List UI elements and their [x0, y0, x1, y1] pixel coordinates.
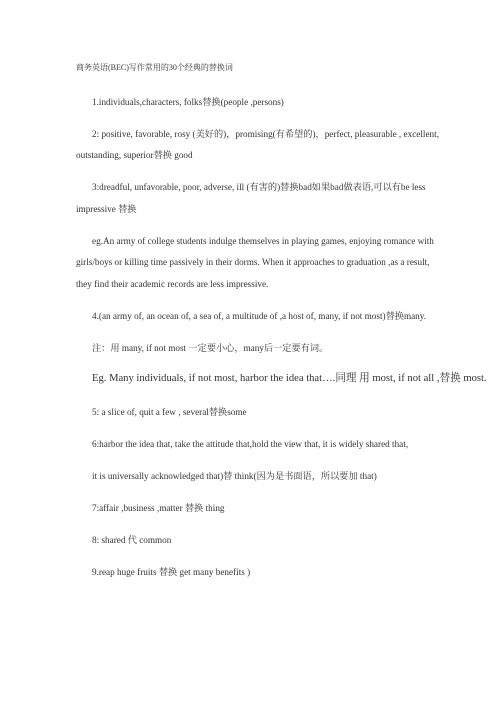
example-line-4: Eg. Many individuals, if not most, harbor the idea that….同理 用 most, if not all ,替换 most. [92, 373, 487, 384]
item-6-line-2: it is universally acknowledged that)替 think(因为是书面语，所以要加 that) [92, 471, 377, 481]
item-6-line-1: 6:harbor the idea that, take the attitude that,hold the view that, it is widely shared that, [92, 439, 409, 449]
item-4: 4.(an army of, an ocean of, a sea of, a multitude of ,a host of, many, if not most)替换many. [92, 311, 427, 321]
item-8: 8: shared 代 common [92, 535, 172, 545]
item-3-line-1: 3:dreadful, unfavorable, poor, adverse, ill (有害的)替换bad如果bad做表语,可以有be less [92, 182, 426, 192]
item-1: 1.individuals,characters, folks替换(people ,persons) [92, 97, 284, 107]
note-line: 注：用 many, if not most 一定要小心，many后一定要有词。 [92, 343, 329, 353]
item-3-line-2: impressive 替换 [76, 204, 137, 214]
example-line-1: eg.An army of college students indulge themselves in playing games, enjoying romance with [92, 236, 434, 246]
item-7: 7:affair ,business ,matter 替换 thing [92, 503, 225, 513]
example-line-2: girls/boys or killing time passively in their dorms. When it approaches to graduation ,as a result, [76, 257, 430, 267]
item-2-line-1: 2: positive, favorable, rosy (美好的)，promising(有希望的)，perfect, pleasurable , excellent, [92, 129, 439, 139]
item-9: 9.reap huge fruits 替换 get many benefits ) [92, 567, 251, 577]
document-title: 商务英语(BEC)写作常用的30个经典的替换词 [76, 63, 233, 72]
example-line-3: they find their academic records are less impressive. [76, 279, 269, 289]
item-2-line-2: outstanding, superior替换 good [76, 150, 193, 160]
item-5: 5: a slice of, quit a few , several替换some [92, 407, 247, 417]
